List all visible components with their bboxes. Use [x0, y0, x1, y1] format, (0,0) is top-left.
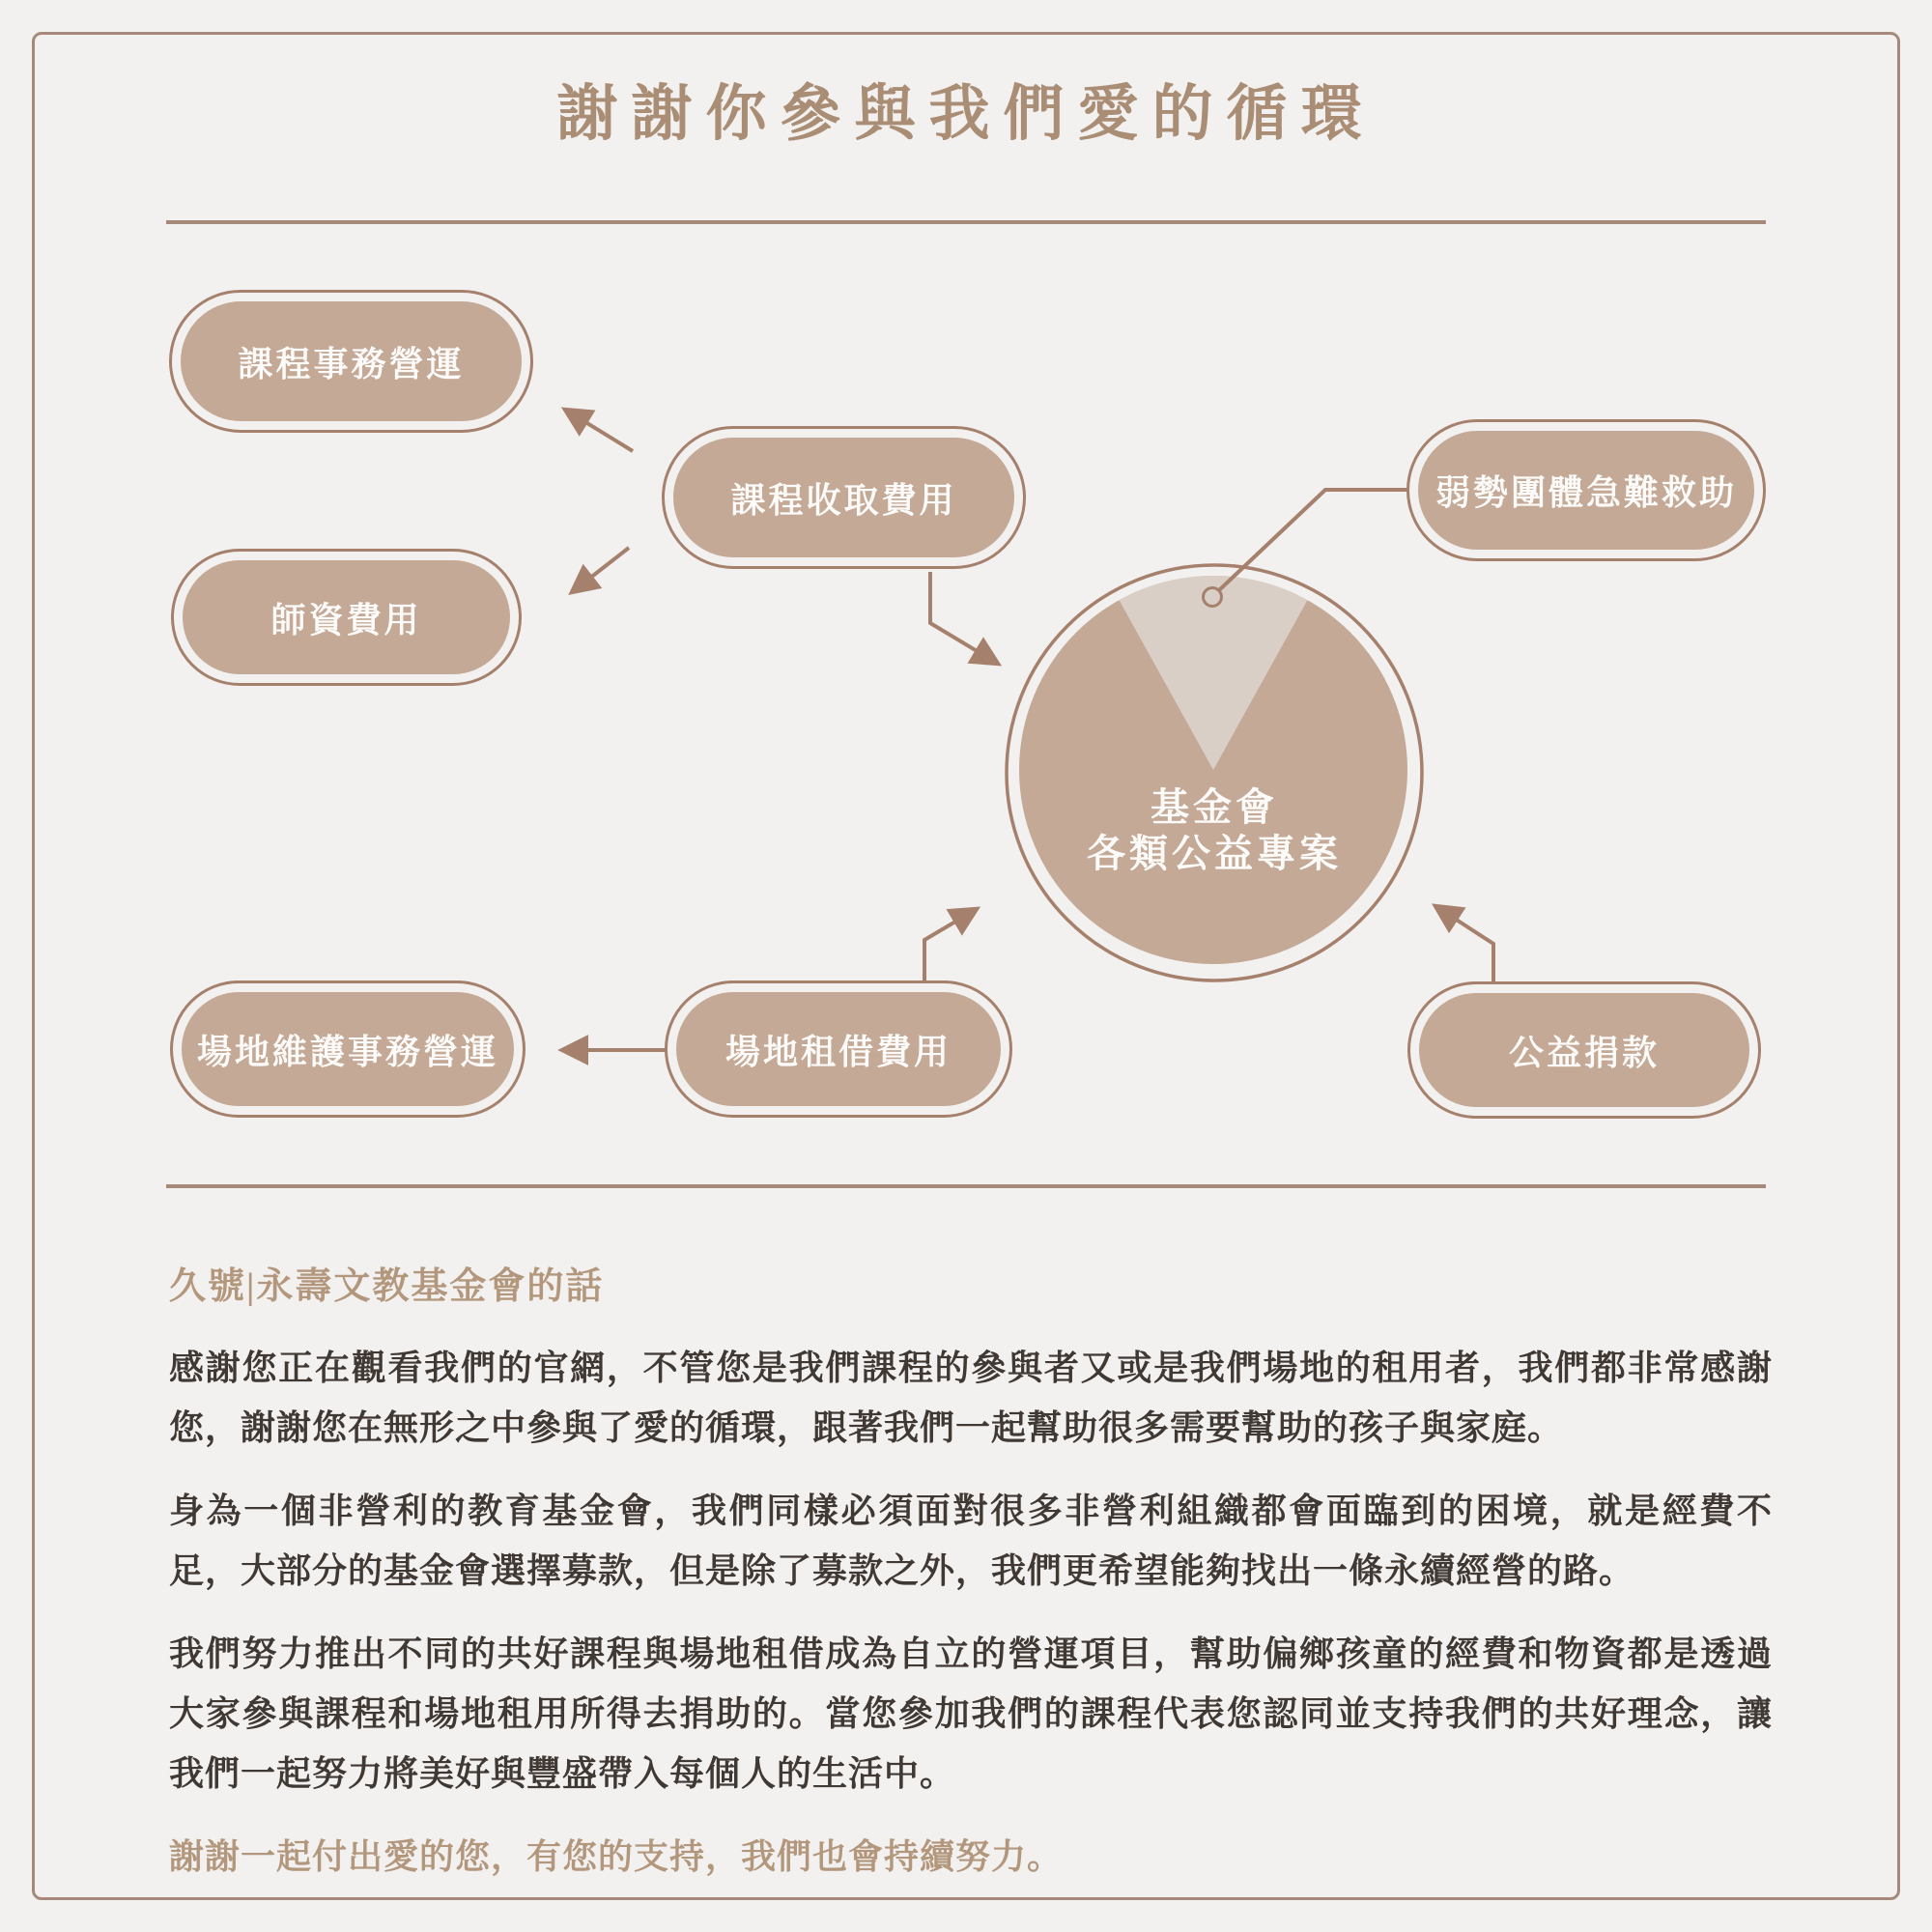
- pill-venue-rental: [665, 980, 1012, 1118]
- arrow-coursefee-to-teacherfee: [572, 548, 629, 592]
- pill-venue-maintenance-fill: [182, 992, 514, 1106]
- arrow-coursefee-to-courseops: [565, 410, 633, 451]
- callout-dot: [1204, 588, 1222, 607]
- pill-venue-maintenance: [170, 980, 526, 1118]
- pill-course-operations-label: 課程事務營運: [238, 344, 465, 384]
- foundation-circle-label-line1: 基金會: [1151, 785, 1278, 829]
- foundation-circle-label: [973, 784, 1456, 877]
- pill-course-fee-label: 課程收取費用: [730, 480, 957, 520]
- pill-donation-label: 公益捐款: [1508, 1033, 1660, 1072]
- pill-relief-aid: [1406, 419, 1766, 561]
- foundation-circle-label-line2: 各類公益專案: [1087, 832, 1342, 875]
- pill-teacher-fee-fill: [183, 560, 510, 674]
- pill-relief-aid-fill: [1418, 431, 1754, 550]
- pill-teacher-fee: [171, 549, 522, 686]
- pill-teacher-fee-label: 師資費用: [270, 600, 422, 639]
- story-paragraph-3: 我們努力推出不同的共好課程與場地租借成為自立的營運項目，幫助偏鄉孩童的經費和物資都是透過大家參與課程和場地租用所得去捐助的。當您參加我們的課程代表您認同並支持我們的共好理念，讓我們一起努力將美好與豐盛帶入每個人的生活中。: [169, 1634, 1773, 1793]
- story-closing-line: 謝謝一起付出愛的您，有您的支持，我們也會持續努力。: [169, 1837, 1064, 1876]
- callout-line-relief: [1219, 490, 1408, 590]
- pill-course-operations: [169, 290, 533, 433]
- page-title: 謝謝你參與我們愛的循環: [556, 80, 1376, 148]
- story-heading: 久號|永壽文教基金會的話: [169, 1266, 605, 1307]
- pill-venue-maintenance-label: 場地維護事務營運: [196, 1032, 498, 1071]
- pill-relief-aid-label: 弱勢團體急難救助: [1435, 473, 1737, 512]
- story-paragraph-1: 感謝您正在觀看我們的官網，不管您是我們課程的參與者又或是我們場地的租用者，我們都非常感謝您，謝謝您在無形之中參與了愛的循環，跟著我們一起幫助很多需要幫助的孩子與家庭。: [169, 1349, 1773, 1447]
- pill-course-fee: [662, 426, 1026, 569]
- arrow-donation-to-circle: [1435, 906, 1493, 981]
- pill-venue-rental-fill: [676, 992, 1001, 1106]
- story-paragraph-2: 身為一個非營利的教育基金會，我們同樣必須面對很多非營利組織都會面臨到的困境，就是經費不足，大部分的基金會選擇募款，但是除了募款之外，我們更希望能夠找出一條永續經營的路。: [169, 1492, 1773, 1590]
- pill-donation-fill: [1419, 993, 1749, 1107]
- pill-course-operations-fill: [181, 301, 522, 421]
- pill-venue-rental-label: 場地租借費用: [724, 1032, 952, 1071]
- pill-course-fee-fill: [673, 438, 1014, 557]
- pill-donation: [1407, 981, 1761, 1119]
- arrow-coursefee-to-circle: [930, 572, 998, 664]
- arrow-venuerent-to-circle: [924, 909, 977, 981]
- story-section: [169, 1256, 1773, 1910]
